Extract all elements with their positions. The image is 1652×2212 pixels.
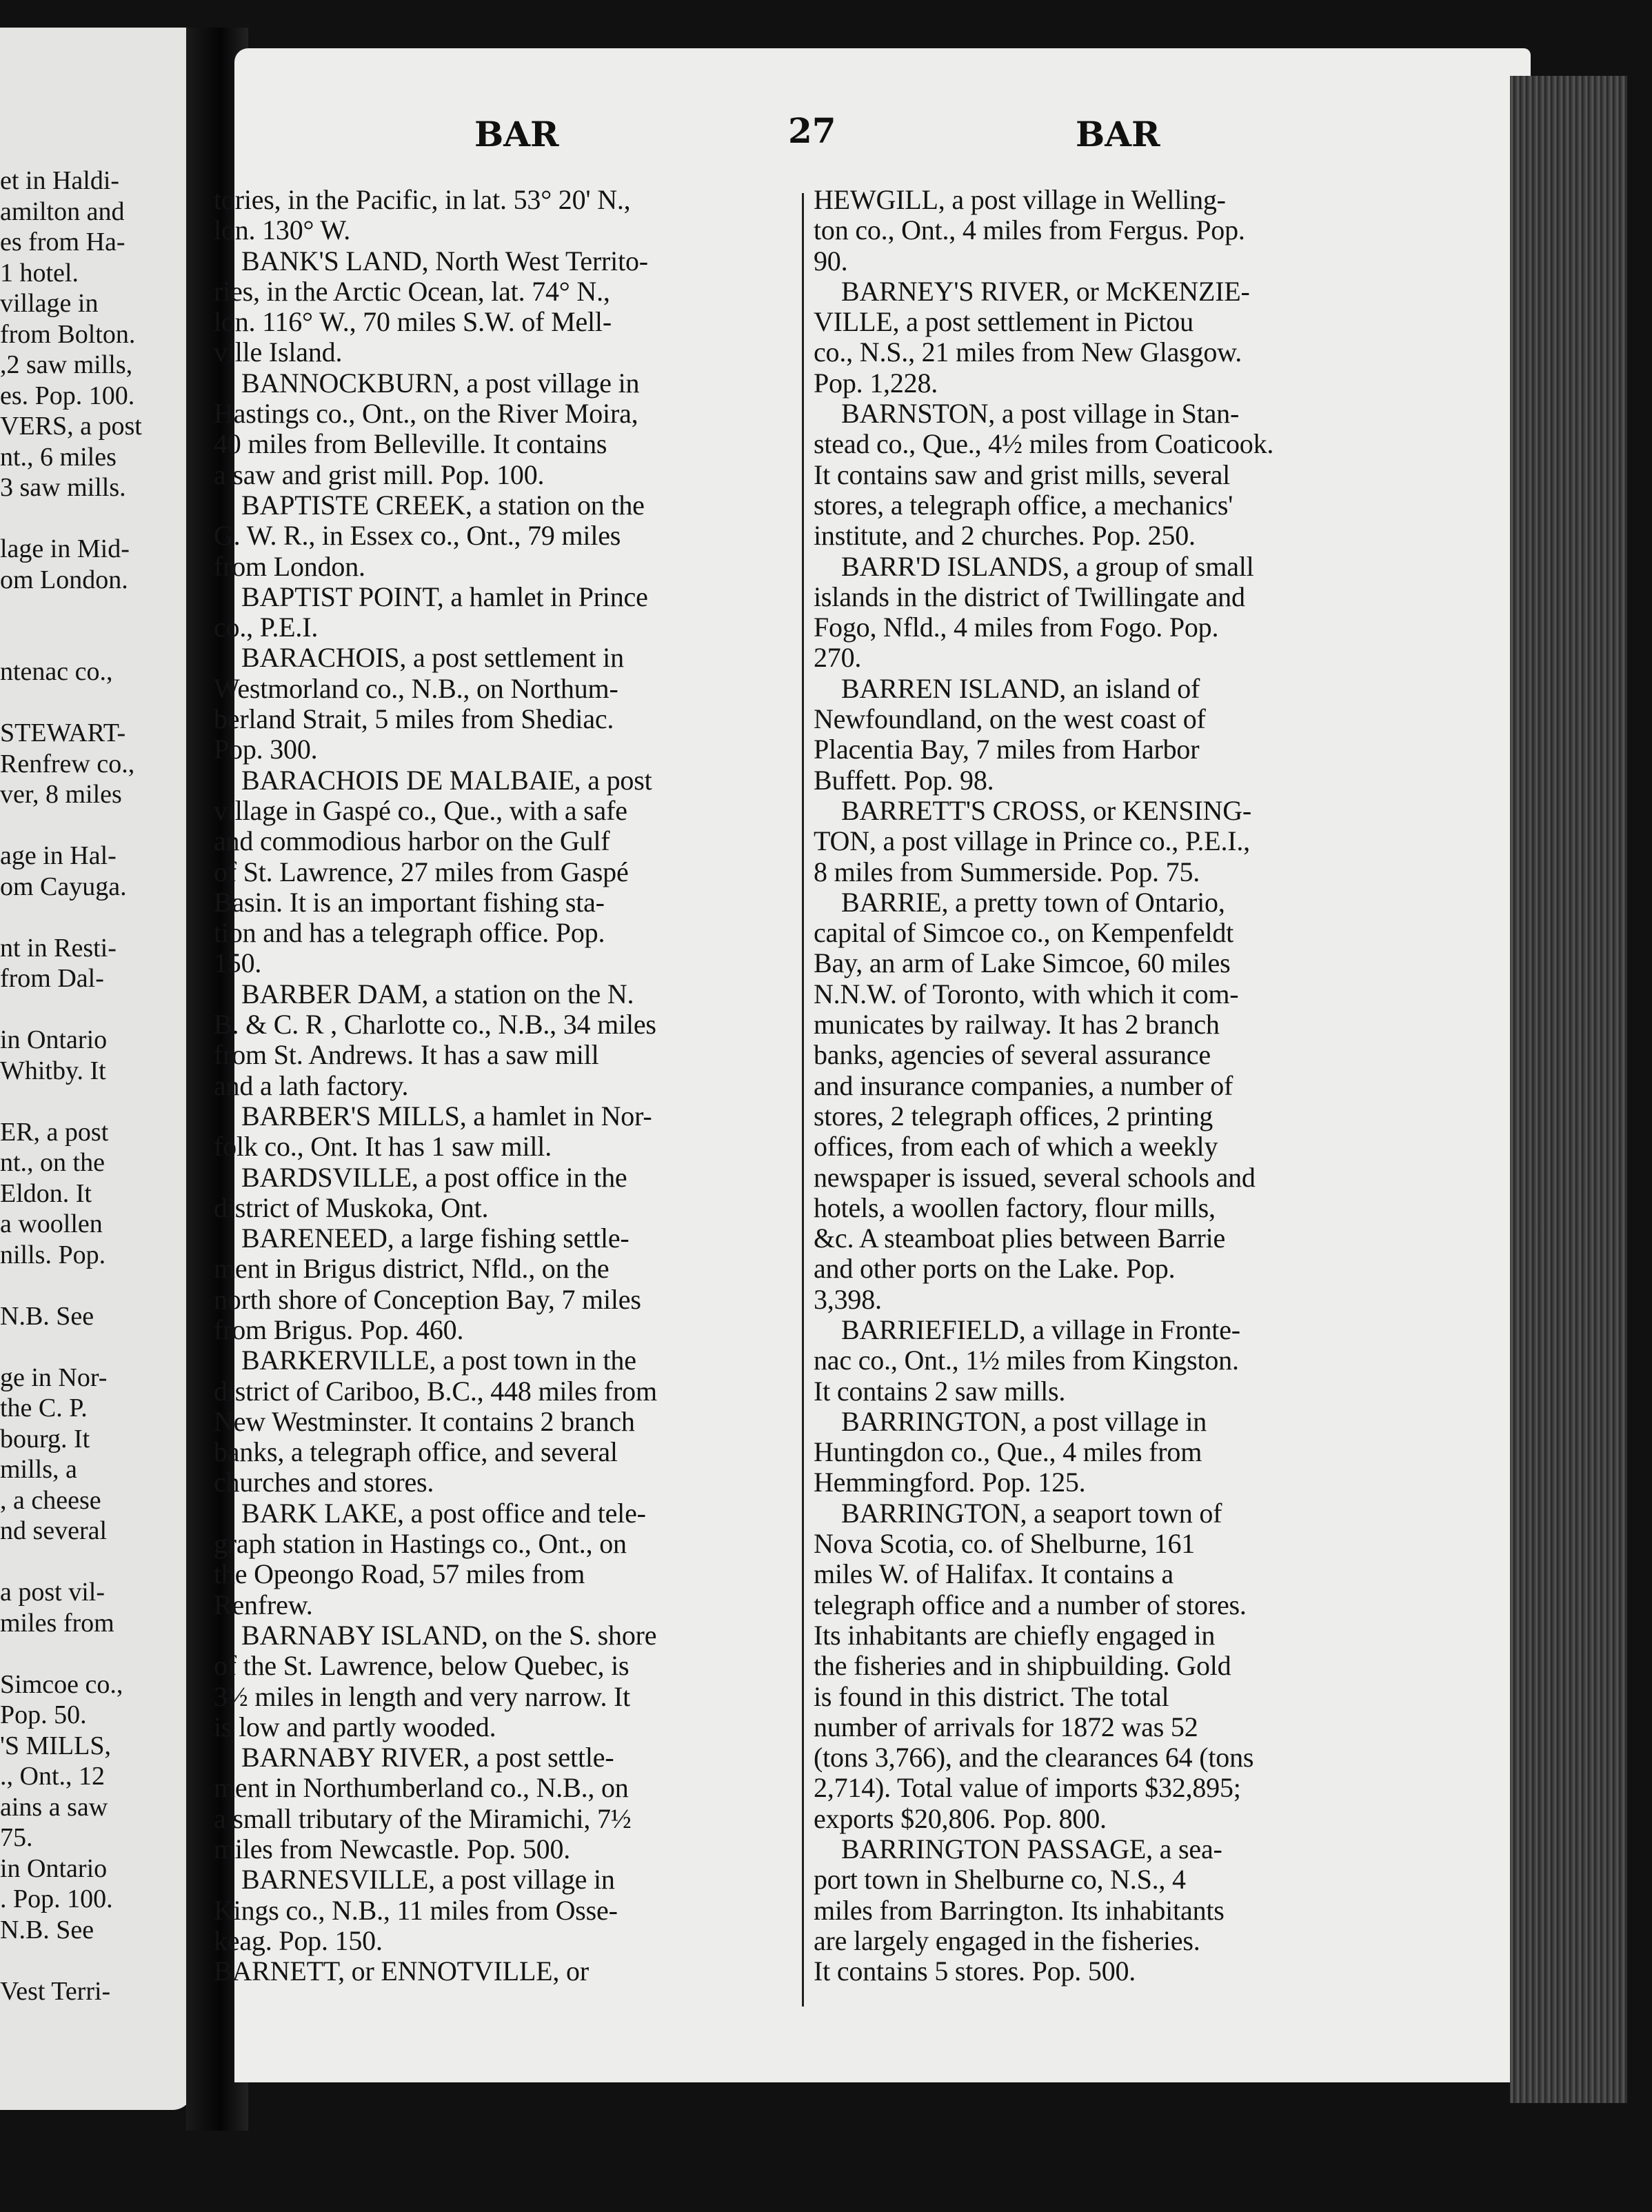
text-line: BARACHOIS DE MALBAIE, a post [241, 764, 652, 796]
page-edges [1510, 76, 1627, 2103]
text-line: and other ports on the Lake. Pop. [814, 1253, 1176, 1285]
text-line: from Dal- [0, 964, 104, 993]
text-line: BARNABY ISLAND, on the S. shore [241, 1619, 657, 1651]
text-line: village in [0, 289, 99, 318]
text-line: Renfrew co., [0, 749, 135, 778]
text-line: village in Gaspé co., Que., with a safe [214, 794, 627, 826]
text-line: BARNESVILLE, a post village in [241, 1864, 615, 1896]
text-line: Whitby. It [0, 1056, 106, 1085]
text-line: BARRINGTON PASSAGE, a sea- [841, 1833, 1222, 1865]
running-head-right: BAR [1076, 114, 1160, 154]
text-line: a post vil- [0, 1578, 105, 1607]
text-line [0, 595, 142, 626]
text-line: N.B. See [0, 1301, 94, 1331]
text-line: It contains saw and grist mills, several [814, 459, 1231, 490]
text-line: tories, in the Pacific, in lat. 53° 20' N., [214, 184, 631, 215]
text-line: ment in Northumberland co., N.B., on [214, 1772, 629, 1804]
text-line: in Ontario [0, 1025, 108, 1054]
text-line: Hemmingford. Pop. 125. [814, 1467, 1086, 1498]
text-line: lon. 116° W., 70 miles S.W. of Mell- [214, 306, 612, 338]
text-line: district of Muskoka, Ont. [214, 1192, 489, 1223]
text-line: BARBER'S MILLS, a hamlet in Nor- [241, 1100, 652, 1132]
text-line: Eldon. It [0, 1178, 92, 1208]
text-line: es. Pop. 100. [0, 381, 135, 410]
text-line: Westmorland co., N.B., on Northum- [214, 672, 618, 704]
text-line: G. W. R., in Essex co., Ont., 79 miles [214, 520, 621, 552]
text-line: , a cheese [0, 1485, 101, 1515]
text-line: 1 hotel. [0, 258, 79, 288]
text-line: Pop. 1,228. [814, 367, 938, 399]
text-line: N.N.W. of Toronto, with which it com- [814, 978, 1239, 1009]
text-line: B. & C. R , Charlotte co., N.B., 34 miles [214, 1009, 656, 1040]
text-line: lage in Mid- [0, 534, 130, 563]
text-line: BARK LAKE, a post office and tele- [241, 1497, 646, 1529]
text-line: Its inhabitants are chiefly engaged in [814, 1619, 1216, 1651]
text-line: nt., 6 miles [0, 442, 117, 472]
text-line: from St. Andrews. It has a saw mill [214, 1039, 599, 1071]
text-line: BARBER DAM, a station on the N. [241, 978, 634, 1009]
text-line [0, 687, 142, 718]
text-line: et in Haldi- [0, 166, 120, 195]
text-line: co., P.E.I. [214, 612, 319, 643]
text-line: islands in the district of Twillingate and [814, 581, 1245, 612]
page-number: 27 [788, 110, 836, 151]
text-line: 270. [814, 642, 862, 674]
text-line: stead co., Que., 4½ miles from Coaticook. [814, 428, 1274, 460]
text-line: nt in Resti- [0, 933, 117, 963]
text-line: a woollen [0, 1209, 103, 1238]
text-line [0, 1638, 142, 1669]
text-line: VERS, a post [0, 412, 142, 441]
text-line: BANNOCKBURN, a post village in [241, 367, 640, 399]
text-line: It contains 5 stores. Pop. 500. [814, 1955, 1136, 1987]
text-line: port town in Shelburne co, N.S., 4 [814, 1864, 1186, 1896]
text-line: the Opeongo Road, 57 miles from [214, 1558, 585, 1590]
text-line: BAPTISTE CREEK, a station on the [241, 489, 645, 521]
text-line: ries, in the Arctic Ocean, lat. 74° N., [214, 275, 610, 307]
text-line: BAPTIST POINT, a hamlet in Prince [241, 581, 648, 612]
text-line: tion and has a telegraph office. Pop. [214, 917, 605, 949]
text-line: It contains 2 saw mills. [814, 1375, 1066, 1407]
text-line [0, 1331, 142, 1363]
text-line: ,2 saw mills, [0, 350, 133, 379]
text-line: Bay, an arm of Lake Simcoe, 60 miles [814, 947, 1231, 979]
text-line: Huntingdon co., Que., 4 miles from [814, 1436, 1202, 1468]
text-line: and a lath factory. [214, 1069, 409, 1101]
text-line: Hastings co., Ont., on the River Moira, [214, 398, 638, 430]
text-line: 3,398. [814, 1283, 882, 1315]
text-line: stores, a telegraph office, a mechanics' [814, 489, 1233, 521]
text-line: BARACHOIS, a post settlement in [241, 642, 624, 674]
text-line: BARDSVILLE, a post office in the [241, 1161, 627, 1193]
text-line: nac co., Ont., 1½ miles from Kingston. [814, 1345, 1239, 1376]
text-line [0, 626, 142, 657]
text-line: ville Island. [214, 336, 343, 368]
text-line: N.B. See [0, 1915, 94, 1944]
text-line: 150. [214, 947, 262, 979]
text-line: ver, 8 miles [0, 780, 122, 809]
text-line: miles from [0, 1608, 114, 1638]
text-line: (tons 3,766), and the clearances 64 (tons [814, 1742, 1254, 1773]
text-line: 2,714). Total value of imports $32,895; [814, 1772, 1241, 1804]
text-line: BARRETT'S CROSS, or KENSING- [841, 794, 1252, 826]
column-a [214, 185, 657, 1987]
text-line: ains a saw [0, 1792, 108, 1822]
text-line: om London. [0, 565, 128, 594]
text-line [0, 810, 142, 841]
text-line: the fisheries and in shipbuilding. Gold [814, 1650, 1231, 1682]
text-line: BARRIEFIELD, a village in Fronte- [841, 1314, 1240, 1345]
text-line: miles from Barrington. Its inhabitants [814, 1894, 1225, 1926]
text-line: &c. A steamboat plies between Barrie [814, 1223, 1226, 1254]
text-line: banks, agencies of several assurance [814, 1039, 1211, 1071]
text-line: hotels, a woollen factory, flour mills, [814, 1192, 1216, 1223]
text-line: stores, 2 telegraph offices, 2 printing [814, 1100, 1213, 1132]
text-line [0, 503, 142, 534]
text-line: age in Hal- [0, 841, 117, 870]
text-line: in Ontario [0, 1853, 108, 1883]
text-line: BARNABY RIVER, a post settle- [241, 1742, 614, 1773]
text-line: telegraph office and a number of stores. [814, 1589, 1247, 1620]
text-line [0, 1547, 142, 1578]
text-line: co., N.S., 21 miles from New Glasgow. [814, 336, 1242, 368]
text-line: ER, a post [0, 1117, 109, 1147]
text-line: the C. P. [0, 1394, 88, 1422]
text-line: BARRINGTON, a seaport town of [841, 1497, 1222, 1529]
text-line: ge in Nor- [0, 1363, 108, 1392]
text-line: graph station in Hastings co., Ont., on [214, 1528, 627, 1560]
text-line: exports $20,806. Pop. 800. [814, 1802, 1107, 1834]
text-line: BANK'S LAND, North West Territo- [241, 245, 648, 276]
text-line: capital of Simcoe co., on Kempenfeldt [814, 917, 1234, 949]
text-line: om Cayuga. [0, 872, 127, 901]
text-line: nd several [0, 1516, 108, 1545]
running-head-left: BAR [474, 114, 559, 154]
text-line: district of Cariboo, B.C., 448 miles from [214, 1375, 657, 1407]
text-line: churches and stores. [214, 1467, 434, 1498]
text-line: number of arrivals for 1872 was 52 [814, 1711, 1198, 1742]
text-line: mills, a [0, 1455, 77, 1484]
column-rule [802, 193, 804, 2007]
text-line: Nova Scotia, co. of Shelburne, 161 [814, 1528, 1196, 1560]
text-line: BARNEY'S RIVER, or McKENZIE- [841, 275, 1250, 307]
text-line: BARKERVILLE, a post town in the [241, 1345, 636, 1376]
text-line: a small tributary of the Miramichi, 7½ [214, 1802, 632, 1834]
text-line: Buffett. Pop. 98. [814, 764, 994, 796]
text-line: nills. Pop. [0, 1240, 106, 1269]
text-line: keag. Pop. 150. [214, 1924, 383, 1956]
text-line: BARENEED, a large fishing settle- [241, 1223, 629, 1254]
text-line: 'S MILLS, [0, 1731, 111, 1760]
text-line: . Pop. 100. [0, 1884, 113, 1913]
text-line: nt., on the [0, 1148, 105, 1177]
text-line: 3 saw mills. [0, 473, 126, 502]
text-line: institute, and 2 churches. Pop. 250. [814, 520, 1196, 552]
text-line: 90. [814, 245, 848, 276]
text-line [0, 994, 142, 1025]
text-line: 40 miles from Belleville. It contains [214, 428, 607, 460]
text-line: ton co., Ont., 4 miles from Fergus. Pop. [814, 214, 1245, 246]
text-line: BARRINGTON, a post village in [841, 1405, 1207, 1437]
text-line: miles from Newcastle. Pop. 500. [214, 1833, 571, 1865]
text-line: 3½ miles in length and very narrow. It [214, 1680, 631, 1712]
text-line: Fogo, Nfld., 4 miles from Fogo. Pop. [814, 612, 1219, 643]
column-b [814, 185, 1273, 1987]
text-line: BARNSTON, a post village in Stan- [841, 398, 1240, 430]
text-line: STEWART- [0, 718, 126, 747]
text-line: bourg. It [0, 1424, 90, 1454]
text-line: Pop. 300. [214, 734, 318, 765]
text-line: 75. [0, 1823, 33, 1852]
text-line [0, 1086, 142, 1117]
text-line [0, 1270, 142, 1301]
text-line: folk co., Ont. It has 1 saw mill. [214, 1131, 552, 1163]
text-line: TON, a post village in Prince co., P.E.I., [814, 825, 1250, 857]
text-line: Vest Terri- [0, 1976, 111, 2006]
text-line: Simcoe co., [0, 1669, 123, 1699]
text-line: and commodious harbor on the Gulf [214, 825, 610, 857]
text-line: newspaper is issued, several schools and [814, 1161, 1256, 1193]
text-line: BARRIE, a pretty town of Ontario, [841, 886, 1225, 918]
text-line: Newfoundland, on the west coast of [814, 703, 1206, 735]
text-line: from Brigus. Pop. 460. [214, 1314, 464, 1345]
text-line: a saw and grist mill. Pop. 100. [214, 459, 545, 490]
text-line: es from Ha- [0, 228, 125, 257]
text-line: BARREN ISLAND, an island of [841, 672, 1200, 704]
text-line [0, 902, 142, 933]
text-line: banks, a telegraph office, and several [214, 1436, 618, 1468]
text-line: from Bolton. [0, 319, 136, 349]
text-line: berland Strait, 5 miles from Shediac. [214, 703, 614, 735]
text-line: BARNETT, or ENNOTVILLE, or [214, 1955, 589, 1987]
left-page-text [0, 165, 142, 2007]
text-line: HEWGILL, a post village in Welling- [814, 184, 1226, 215]
text-line: north shore of Conception Bay, 7 miles [214, 1283, 641, 1315]
text-line: Basin. It is an important fishing sta- [214, 886, 605, 918]
text-line: and insurance companies, a number of [814, 1069, 1233, 1101]
text-line: of St. Lawrence, 27 miles from Gaspé [214, 856, 629, 887]
text-line: ment in Brigus district, Nfld., on the [214, 1253, 610, 1285]
text-line: are largely engaged in the fisheries. [814, 1924, 1200, 1956]
text-line: is low and partly wooded. [214, 1711, 496, 1742]
text-line: Renfrew. [214, 1589, 313, 1620]
text-line: Placentia Bay, 7 miles from Harbor [814, 734, 1200, 765]
text-line: ., Ont., 12 [0, 1762, 105, 1791]
text-line: ntenac co., [0, 657, 113, 686]
text-line: of the St. Lawrence, below Quebec, is [214, 1650, 629, 1682]
text-line: BARR'D ISLANDS, a group of small [841, 550, 1254, 582]
text-line: lon. 130° W. [214, 214, 351, 246]
text-line: from London. [214, 550, 365, 582]
text-line [0, 1945, 142, 1976]
text-line: amilton and [0, 197, 125, 226]
text-line: is found in this district. The total [814, 1680, 1169, 1712]
text-line: offices, from each of which a weekly [814, 1131, 1218, 1163]
text-line: Pop. 50. [0, 1700, 87, 1729]
text-line: Kings co., N.B., 11 miles from Osse- [214, 1894, 618, 1926]
text-line: VILLE, a post settlement in Pictou [814, 306, 1193, 338]
text-line: miles W. of Halifax. It contains a [814, 1558, 1173, 1590]
text-line: 8 miles from Summerside. Pop. 75. [814, 856, 1200, 887]
text-line: New Westminster. It contains 2 branch [214, 1405, 635, 1437]
text-line: municates by railway. It has 2 branch [814, 1009, 1220, 1040]
